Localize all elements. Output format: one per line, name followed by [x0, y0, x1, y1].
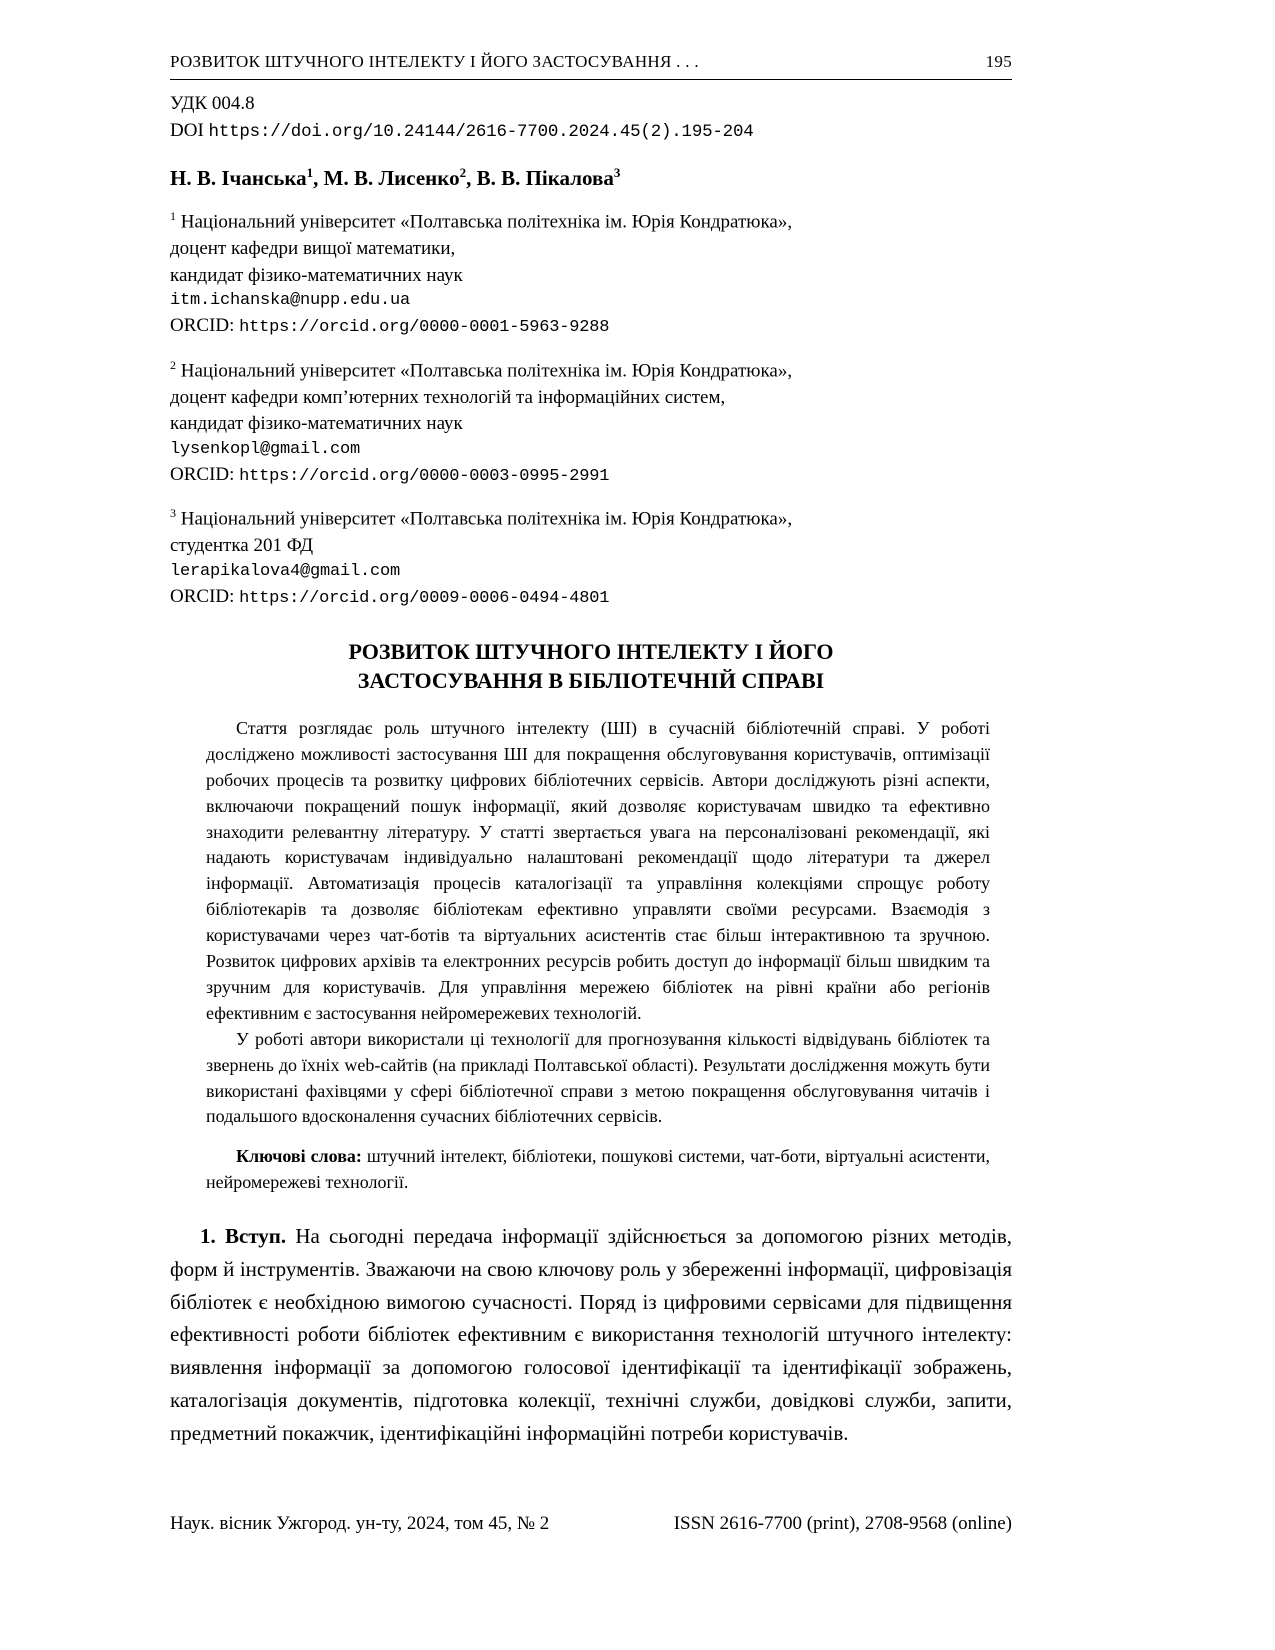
doi-label: DOI: [170, 120, 204, 141]
affiliation-block-3: [170, 505, 1012, 610]
affiliation-block-1: [170, 208, 1012, 340]
orcid-line: [170, 313, 1012, 340]
orcid-link[interactable]: https://orcid.org/0000-0001-5963-9288: [239, 317, 610, 337]
affiliation-line: $^3$ Національний університет «Полтавська політехніка ім. Юрія Кондратюка»,: [170, 506, 793, 530]
running-title: РОЗВИТОК ШТУЧНОГО ІНТЕЛЕКТУ І ЙОГО ЗАСТОСУВАННЯ . . .: [170, 52, 699, 71]
affiliation-line: студентка 201 ФД: [170, 535, 314, 557]
orcid-line: [170, 584, 1012, 611]
author-name: В. В. Пікалова: [476, 166, 614, 190]
orcid-link[interactable]: https://orcid.org/0009-0006-0494-4801: [239, 588, 610, 608]
affiliation-line: кандидат фізико-математичних наук: [170, 413, 463, 435]
keywords-text: штучний інтелект, бібліотеки, пошукові системи, чат-боти, віртуальні асистенти, нейромережеві технології.: [206, 1146, 991, 1193]
author-name: М. В. Лисенко: [323, 166, 460, 190]
doi-line: [170, 120, 1012, 142]
article-title-line-1: РОЗВИТОК ШТУЧНОГО ІНТЕЛЕКТУ І ЙОГО: [348, 638, 834, 664]
author-sup: 1: [306, 165, 314, 180]
footer-journal-info: Наук. вісник Ужгород. ун-ту, 2024, том 45, № 2: [170, 1513, 550, 1534]
page-footer: [170, 1513, 1012, 1535]
keywords: [206, 1144, 990, 1196]
page-number: 195: [985, 52, 1012, 71]
orcid-line: [170, 462, 1012, 489]
orcid-label: ORCID:: [170, 463, 235, 485]
author-sup: 2: [459, 165, 467, 180]
affiliation-line: $^2$ Національний університет «Полтавська політехніка ім. Юрія Кондратюка»,: [170, 357, 793, 382]
article-title: [170, 637, 1012, 696]
email-link[interactable]: itm.ichanska@nupp.edu.ua: [170, 291, 411, 311]
email-link[interactable]: lysenkopl@gmail.com: [170, 439, 361, 459]
author-name: Н. В. Ічанська: [170, 166, 307, 190]
section-intro: [170, 1220, 1012, 1449]
affiliation-line: доцент кафедри комп’ютерних технологій та інформаційних систем,: [170, 386, 726, 408]
orcid-label: ORCID:: [170, 314, 235, 336]
orcid-label: ORCID:: [170, 585, 235, 607]
affiliation-line: кандидат фізико-математичних наук: [170, 264, 463, 286]
section-body-text: На сьогодні передача інформації здійснюється за допомогою різних методів, форм й інструментів. Зважаючи на свою ключову роль у збереженні інформації, цифровізація бібліотек є необхідною вимогою сучасності. Поряд із цифровими сервісами для підвищення ефективності роботи бібліотек ефективним є використання технологій штучного інтелекту: виявлення інформації за допомогою голосової ідентифікації та ідентифікації зображень, каталогізація документів, підготовка колекції, технічні служби, довідкові служби, запити, предметний покажчик, ідентифікаційні інформаційні потреби користувачів.: [170, 1224, 1012, 1445]
author-sup: 3: [613, 165, 621, 180]
email-link[interactable]: lerapikalova4@gmail.com: [170, 561, 401, 581]
udk-line: УДК 004.8: [170, 93, 255, 114]
article-title-line-2: ЗАСТОСУВАННЯ В БІБЛІОТЕЧНІЙ СПРАВІ: [357, 668, 825, 694]
section-heading: 1. Вступ.: [200, 1224, 287, 1249]
abstract-paragraph-2: У роботі автори використали ці технології для прогнозування кількості відвідувань бібліотек та звернень до їхніх web-сайтів (на прикладі Полтавської області). Результати дослідження можуть бути використані фахівцями у сфері бібліотечної справи з метою покращення обслуговування читачів і подальшого вдосконалення сучасних бібліотечних сервісів.: [206, 1028, 990, 1127]
footer-issn: ISSN 2616-7700 (print), 2708-9568 (online): [673, 1513, 1012, 1534]
page-header: [170, 52, 1012, 80]
affiliation-sup: 1: [170, 209, 176, 223]
affiliation-sup: 3: [170, 506, 176, 521]
authors-line: [170, 165, 1012, 191]
keywords-label: Ключові слова:: [236, 1146, 362, 1167]
doi-url-link[interactable]: https://doi.org/10.24144/2616-7700.2024.45(2).195-204: [208, 122, 754, 142]
affiliation-line: $^1$ Національний університет «Полтавська політехніка ім. Юрія Кондратюка»,: [170, 209, 793, 233]
orcid-link[interactable]: https://orcid.org/0000-0003-0995-2991: [239, 466, 610, 486]
author-separator: ,: [466, 166, 477, 190]
abstract-paragraph-1: Стаття розглядає роль штучного інтелекту (ШІ) в сучасній бібліотечній справі. У роботі досліджено можливості застосування ШІ для покращення обслуговування користувачів, оптимізації робочих процесів та розвитку цифрових бібліотечних сервісів. Автори досліджують різні аспекти, включаючи покращений пошук інформації, який дозволяє користувачам швидко та ефективно знаходити релевантну літературу. У статті звертається увага на персоналізовані рекомендації, які надають користувачам індивідуально налаштовані рекомендації щодо літератури та джерел інформації. Автоматизація процесів каталогізації та управління колекціями спрощує роботу бібліотекарів та дозволяє бібліотекам ефективно управляти своїми ресурсами. Взаємодія з користувачами через чат-ботів та віртуальних асистентів стає більш інтерактивною та зручною. Розвиток цифрових архівів та електронних ресурсів робить доступ до інформації більш швидким та зручним для користувачів. Для управління мережею бібліотек на рівні країни або регіонів ефективним є застосування нейромережевих технологій.: [206, 717, 990, 1023]
abstract: [206, 716, 990, 1131]
affiliation-line: доцент кафедри вищої математики,: [170, 237, 456, 259]
author-separator: ,: [313, 166, 324, 190]
affiliation-block-2: [170, 357, 1012, 489]
affiliation-sup: 2: [170, 357, 176, 372]
